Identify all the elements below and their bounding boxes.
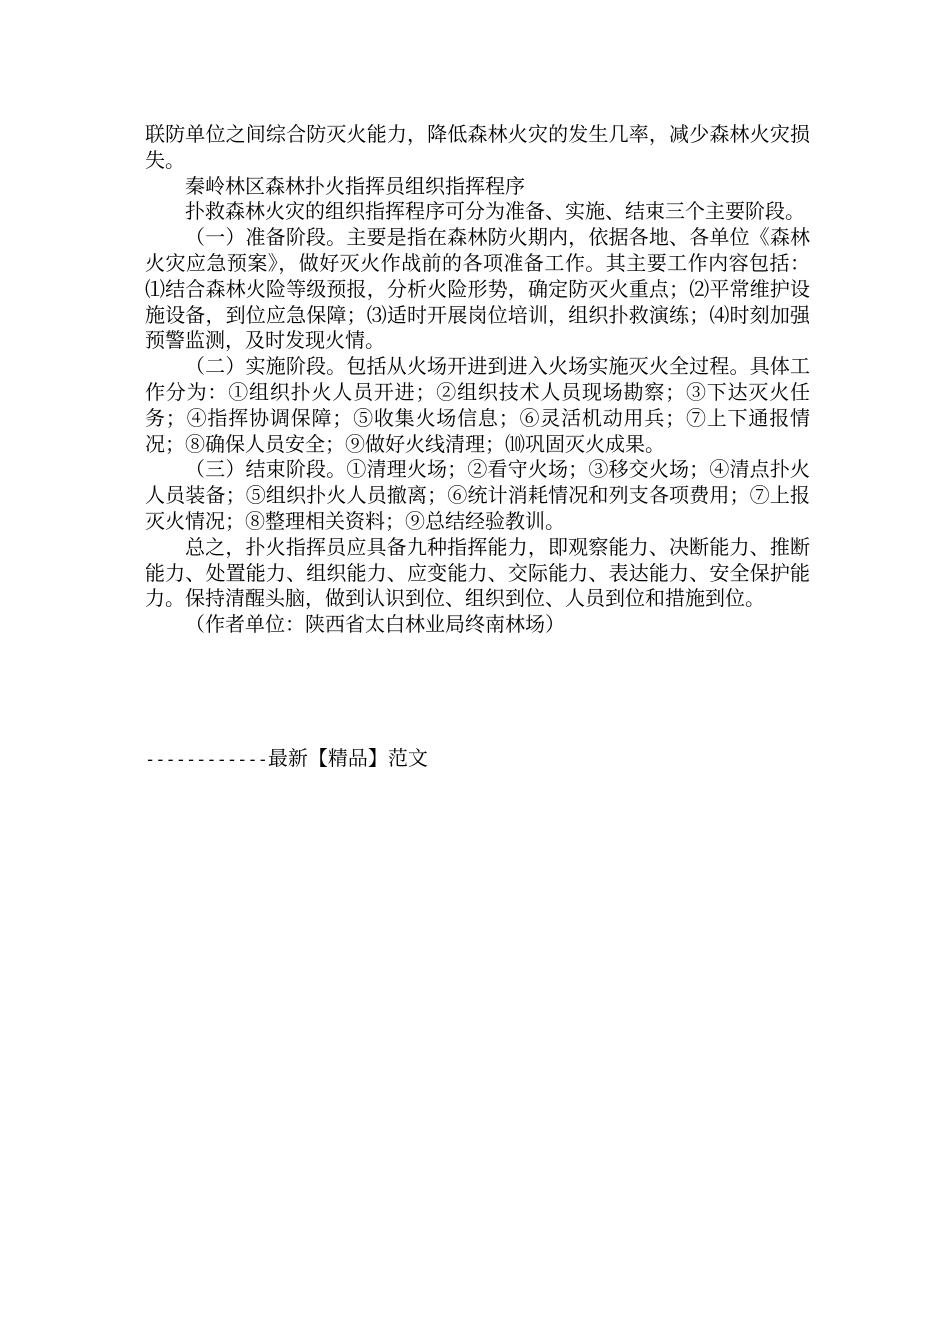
paragraph-preparation-stage: （一）准备阶段。主要是指在森林防火期内，依据各地、各单位《森林火灾应急预案》，做好灭火作战前的各项准备工作。其主要工作内容包括：⑴结合森林火险等级预报，分析火险形势，确定防灭火重点；⑵平常维护设施设备，到位应急保障；⑶适时开展岗位培训，组织扑救演练；⑷时刻加强预警监测，及时发现火情。 (145, 225, 810, 353)
paragraph-implementation-stage: （二）实施阶段。包括从火场开进到进入火场实施灭火全过程。具体工作分为：①组织扑火人员开进；②组织技术人员现场勘察；③下达灭火任务；④指挥协调保障；⑤收集火场信息；⑥灵活机动用兵；⑦上下通报情况；⑧确保人员安全；⑨做好火线清理；⑽巩固灭火成果。 (145, 354, 810, 456)
paragraph-ending-stage: （三）结束阶段。①清理火场；②看守火场；③移交火场；④清点扑火人员装备；⑤组织扑火人员撤离；⑥统计消耗情况和列支各项费用；⑦上报灭火情况；⑧整理相关资料；⑨总结经验教训。 (145, 457, 810, 533)
footer-label: 最新【精品】范文 (267, 746, 428, 770)
footer-banner (145, 744, 428, 774)
author-affiliation: （作者单位：陕西省太白林业局终南林场） (185, 612, 565, 637)
footer-dashes: ------------ (145, 750, 268, 770)
paragraph-continuation: 联防单位之间综合防灭火能力，降低森林火灾的发生几率，减少森林火灾损失。 (145, 122, 810, 172)
paragraph-intro: 扑救森林火灾的组织指挥程序可分为准备、实施、结束三个主要阶段。 (185, 199, 805, 224)
paragraph-summary: 总之，扑火指挥员应具备九种指挥能力，即观察能力、决断能力、推断能力、处置能力、组织能力、应变能力、交际能力、表达能力、安全保护能力。保持清醒头脑，做到认识到位、组织到位、人员到位和措施到位。 (145, 534, 810, 611)
document-body (145, 122, 810, 638)
section-heading: 秦岭林区森林扑火指挥员组织指挥程序 (185, 173, 525, 198)
